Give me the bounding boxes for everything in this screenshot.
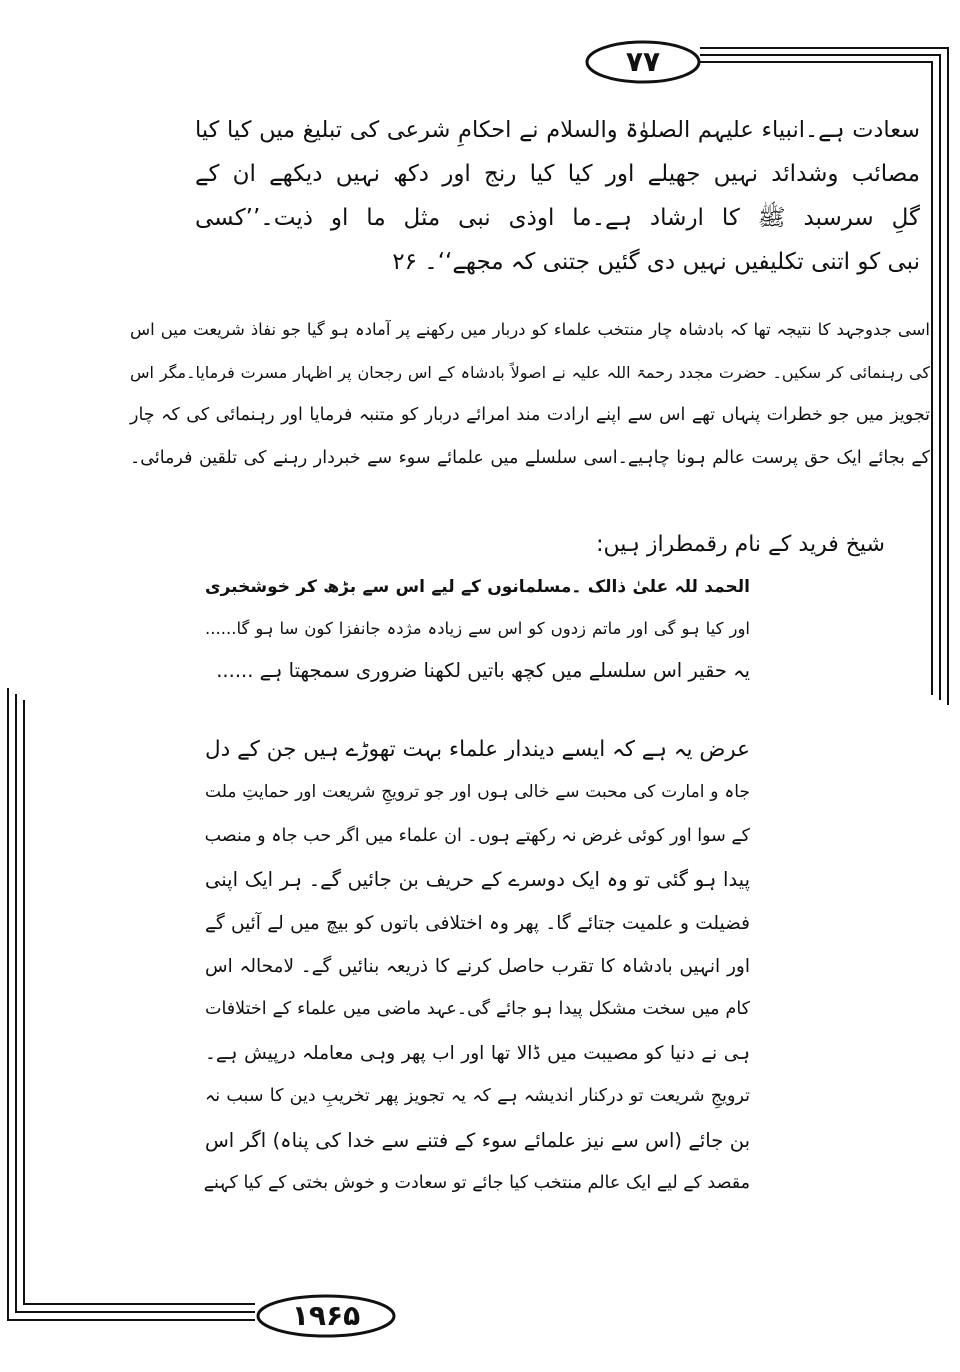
text-line: جاہ و امارت کی محبت سے خالی ہوں اور جو ترویجِ شریعت اور حمایتِ ملت [205,782,750,803]
text-line: اور انہیں بادشاہ کا تقرب حاصل کرنے کا ذریعہ بنائیں گے۔ لامحالہ اس [205,955,750,977]
text-line: تجویز میں جو خطرات پنہاں تھے اس سے اپنے ارادت مند امرائے دربار کو متنبہ فرمایا اور رہنمائی کی کہ چار [130,405,930,425]
text-line: کی رہنمائی کر سکیں۔ حضرت مجدد رحمۃ اللہ علیہ نے اصولاً بادشاہ کے اس رجحان پر اظہار مسرت فرمایا۔مگر اس [130,363,930,382]
text-line: بن جائے (اس سے نیز علمائے سوء کے فتنے سے خدا کی پناہ) اگر اس [205,1128,750,1152]
text-line: نبی کو اتنی تکلیفیں نہیں دی گئیں جتنی کہ مجھے‘‘۔ ۲۶ [392,249,920,275]
text-line: فضیلت و علمیت جتائے گا۔ پھر وہ اختلافی باتوں کو بیچ میں لے آئیں گے [205,912,750,934]
quote-intro [205,566,750,692]
letter-intro: شیخ فرید کے نام رقمطراز ہیں: [596,532,885,557]
bottom-page-number: ۱۹۶۵ [291,1299,361,1332]
text-line: ترویجِ شریعت تو درکنار اندیشہ ہے کہ یہ تجویز پھر تخریبِ دین کا سبب نہ [205,1086,750,1107]
text-line: اسی جدوجہد کا نتیجہ تھا کہ بادشاہ چار منتخب علماء کو دربار میں رکھنے پر آمادہ ہو گیا جو نفاذ شریعت میں اس [130,320,930,339]
top-page-number: ۷۷ [625,45,661,78]
text-line: کام میں سخت مشکل پیدا ہو جائے گی۔عہد ماضی میں علماء کے اختلافات [205,999,750,1020]
text-line: کے سوا اور کوئی غرض نہ رکھتے ہوں۔ ان علماء میں اگر حب جاہ و منصب [204,825,750,846]
text-line: اور کیا ہو گی اور ماتم زدوں کو اس سے زیادہ مژدہ جانفزا کون سا ہو گا...... [205,619,750,638]
text-line: کے بجائے ایک حق پرست عالم ہونا چاہیے۔اسی سلسلے میں علمائے سوء سے خبردار رہنے کی تلقین فرمائی۔ [130,448,930,468]
text-line: گلِ سرسبد ﷺ کا ارشاد ہے۔ما اوذی نبی مثل ما او ذیت۔’’کسی [195,205,920,231]
quote-body [205,728,750,1205]
text-line: الحمد للہ علیٰ ذالک ۔مسلمانوں کے لیے اس سے بڑھ کر خوشخبری [205,577,750,597]
paragraph-hadith [195,108,920,284]
text-line: پیدا ہو گئی تو وہ ایک دوسرے کے حریف بن جائیں گے۔ ہر ایک اپنی [205,868,750,892]
text-line: عرض یہ ہے کہ ایسے دیندار علماء بہت تھوڑے ہیں جن کے دل [205,737,750,762]
text-line: یہ حقیر اس سلسلے میں کچھ باتیں لکھنا ضروری سمجھتا ہے ...... [216,659,750,682]
text-line: سعادت ہے۔انبیاء علیہم الصلوٰۃ والسلام نے احکامِ شرعی کی تبلیغ میں کیا کیا [195,117,920,143]
text-line: مقصد کے لیے ایک عالم منتخب کیا جائے تو سعادت و خوش بختی کے کیا کہنے [203,1172,750,1193]
text-line: ہی نے دنیا کو مصیبت میں ڈالا تھا اور اب پھر وہی معاملہ درپیش ہے۔ [205,1042,750,1064]
text-line: مصائب وشدائد نہیں جھیلے اور کیا کیا رنج اور دکھ نہیں دیکھے ان کے [195,161,920,187]
paragraph-main [130,308,930,480]
